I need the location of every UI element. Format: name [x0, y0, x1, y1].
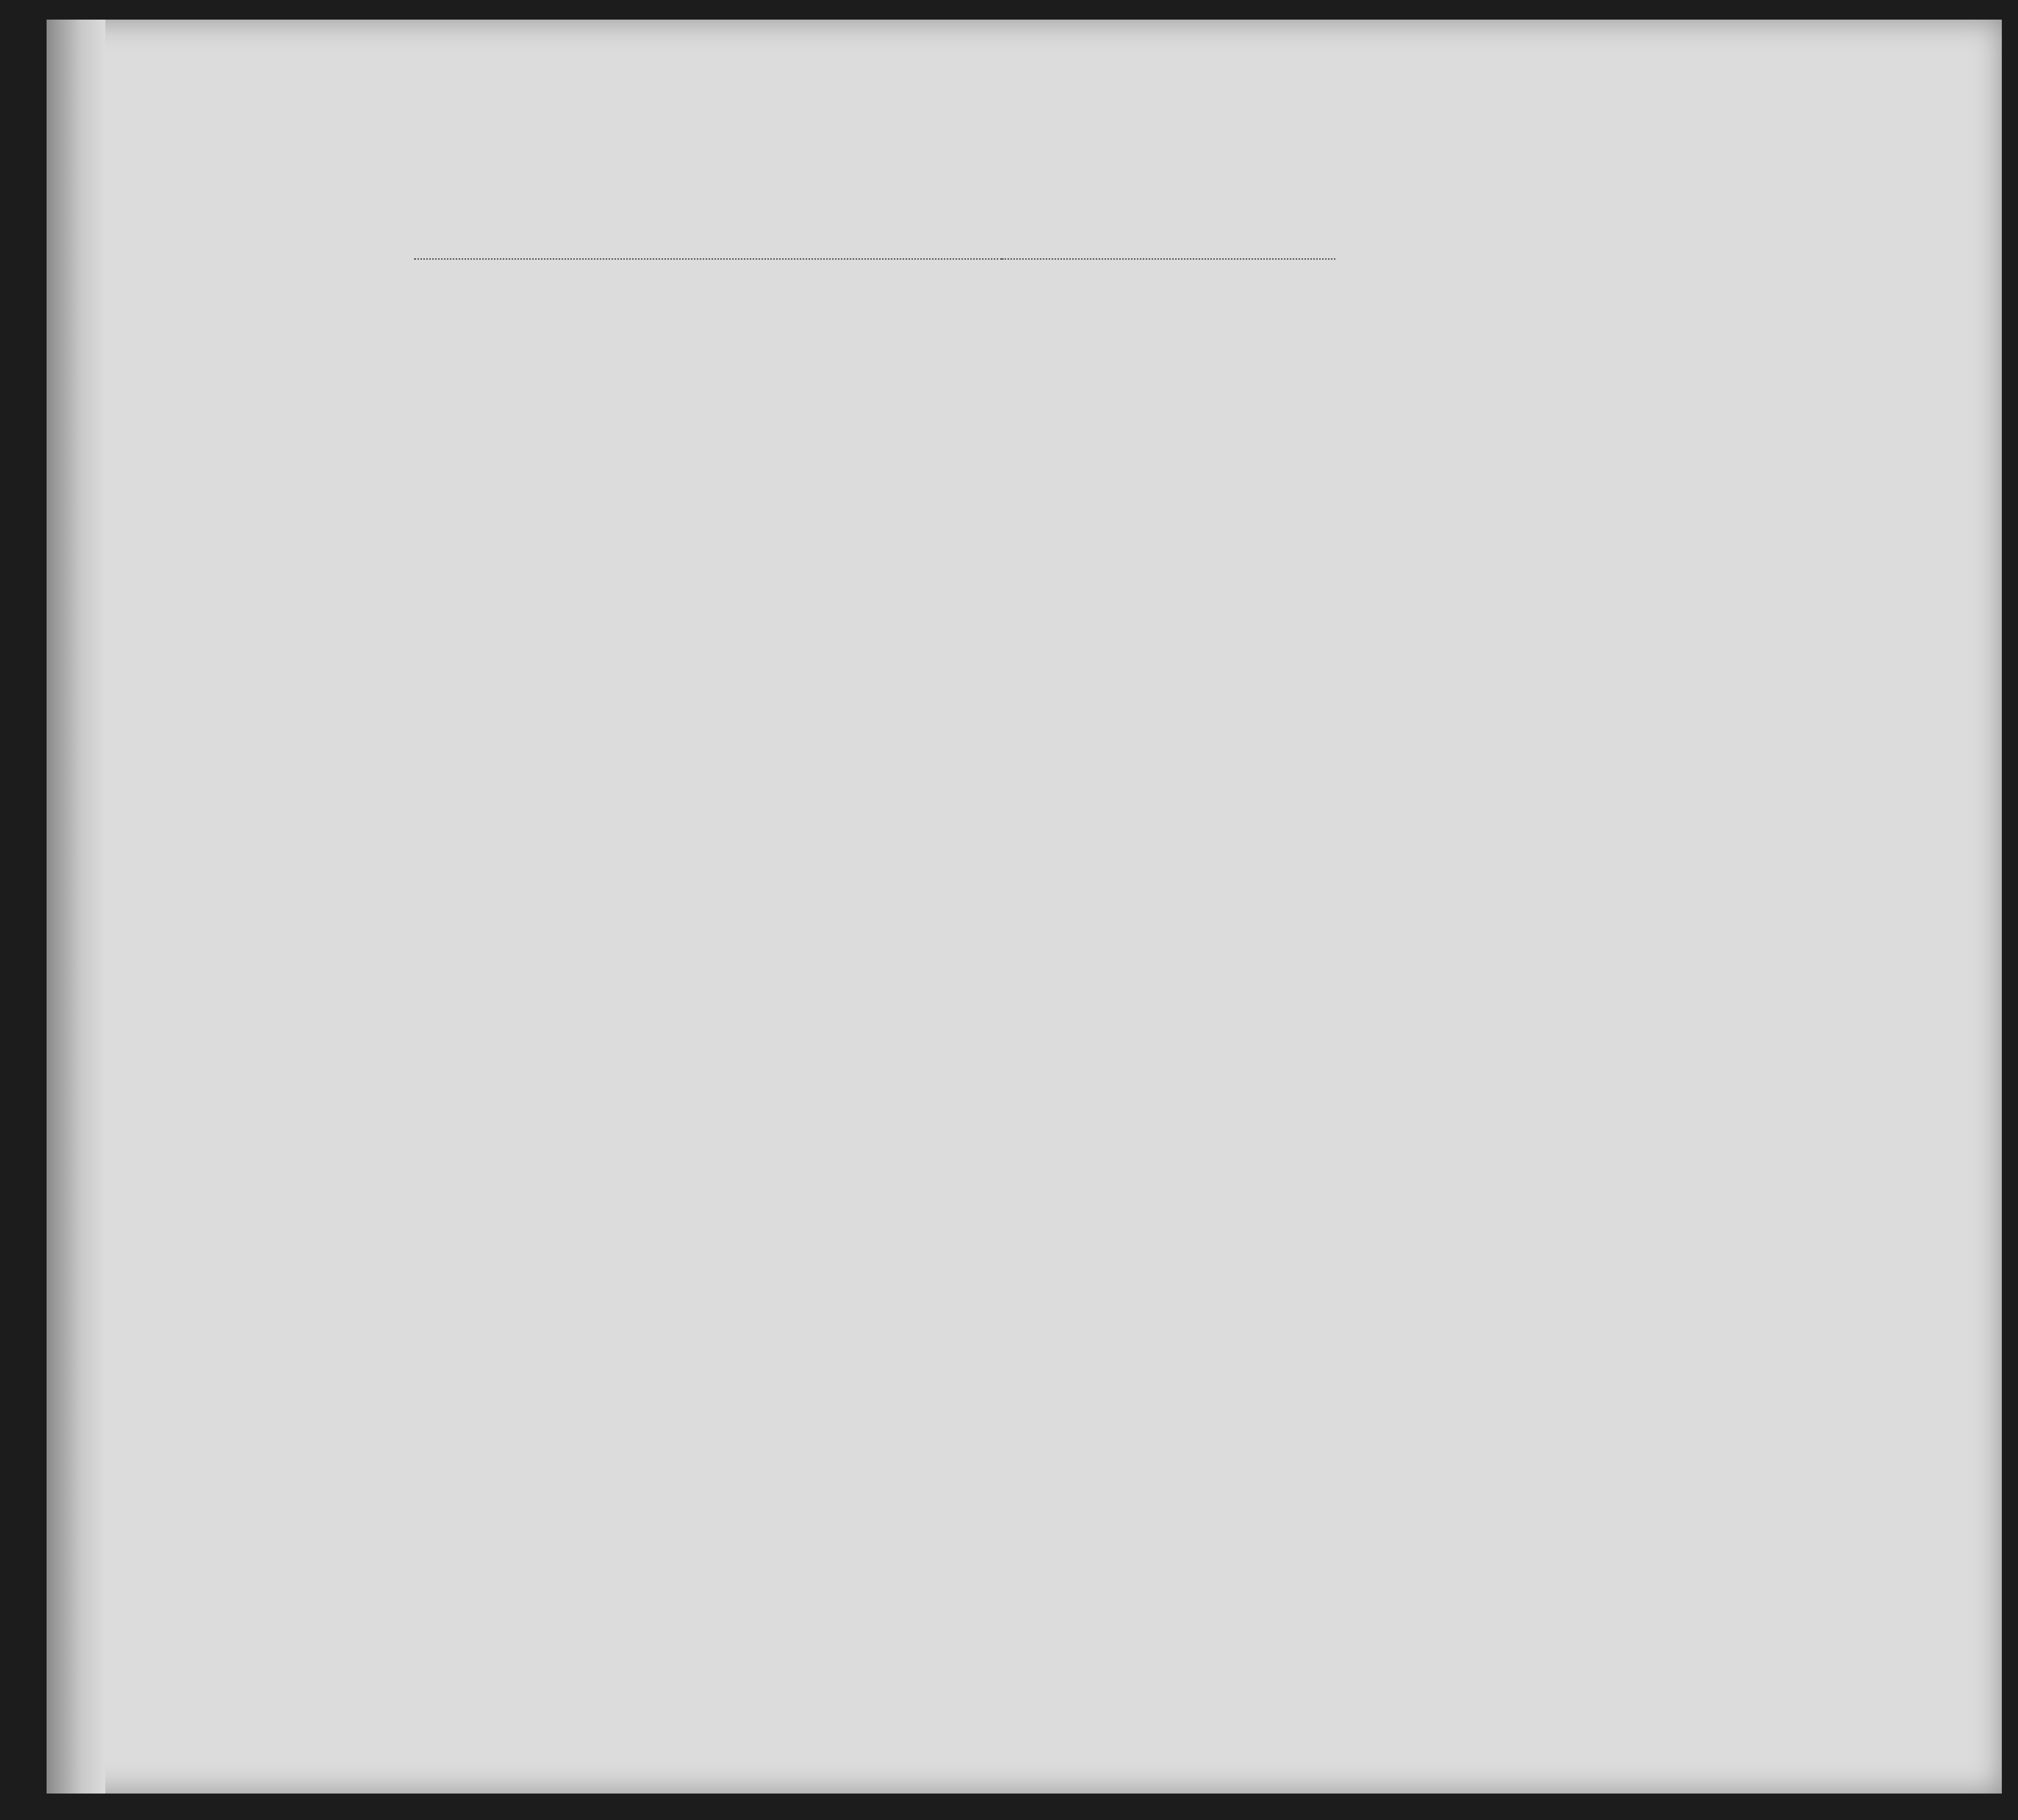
manifest-sheet — [47, 20, 2002, 1794]
manifest-grid — [47, 20, 2002, 1794]
